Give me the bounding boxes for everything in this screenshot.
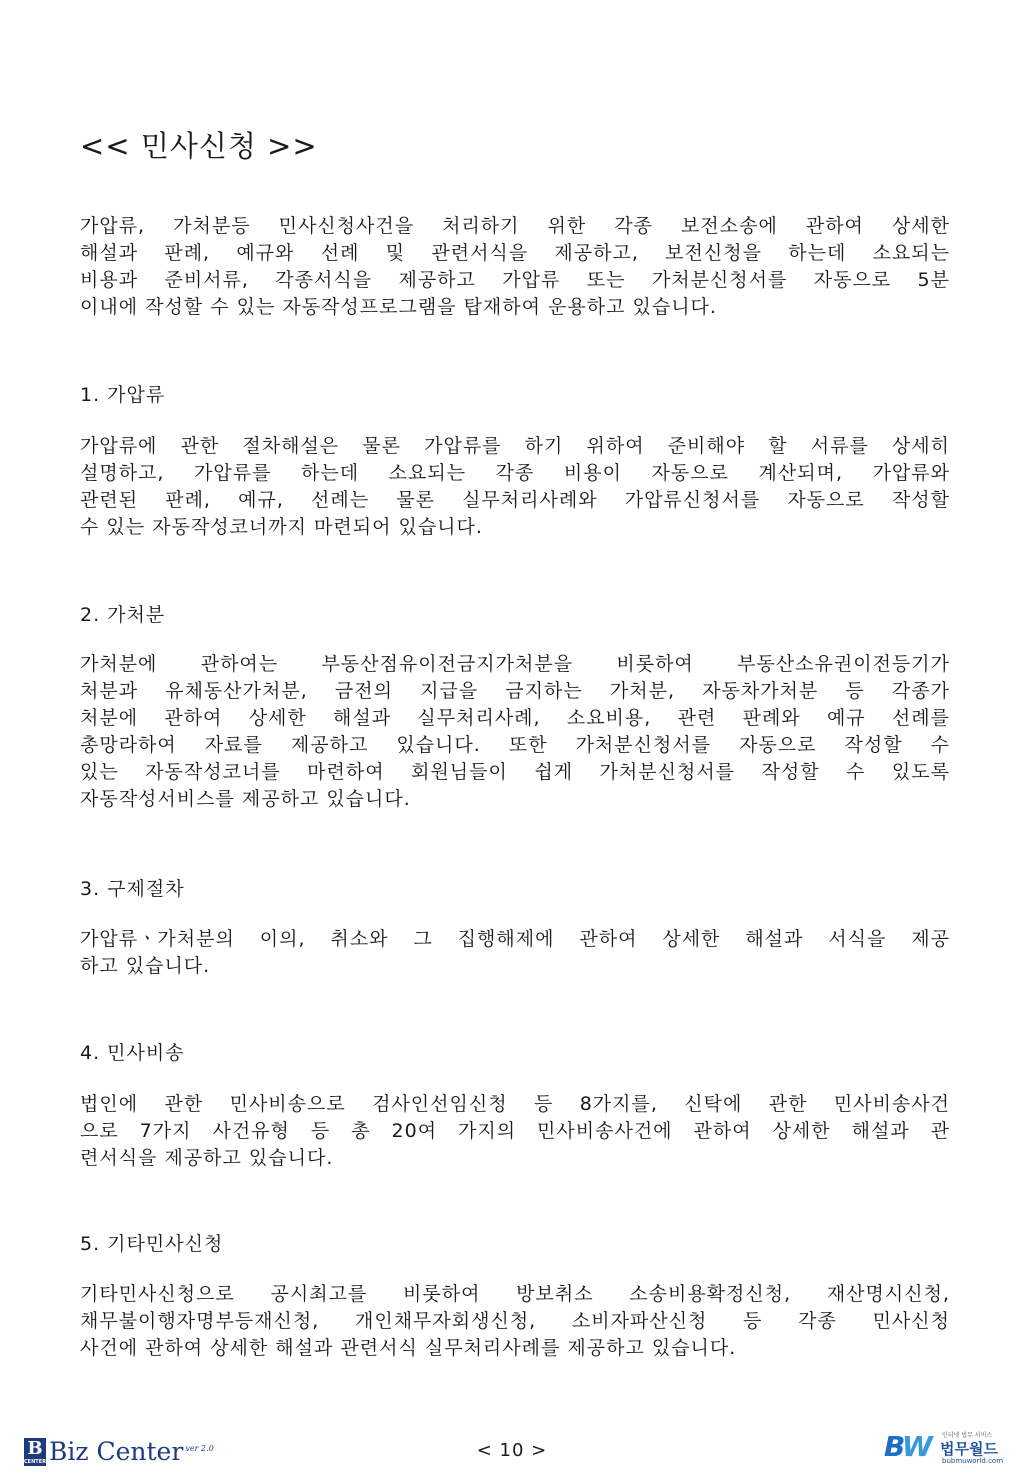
- body-line: 련서식을 제공하고 있습니다.: [80, 1147, 334, 1169]
- bubmuworld-logo-url: bubmuworld.com: [942, 1457, 1004, 1465]
- page-number: < 10 >: [476, 1440, 548, 1461]
- body-line: 가압류ㆍ가처분의 이의, 취소와 그 집행해제에 관하여 상세한 해설과 서식을 제공: [80, 928, 950, 950]
- intro-line: 비용과 준비서류, 각종서식을 제공하고 가압류 또는 가처분신청서를 자동으로 5분: [80, 269, 950, 291]
- body-line: 하고 있습니다.: [80, 955, 211, 977]
- section-heading-3: 3. 구제절차: [80, 878, 185, 900]
- intro-line: 이내에 작성할 수 있는 자동작성프로그램을 탑재하여 운용하고 있습니다.: [80, 296, 717, 318]
- body-line: 있는 자동작성코너를 마련하여 회원님들이 쉽게 가처분신청서를 작성할 수 있도록: [80, 761, 950, 783]
- body-line: 설명하고, 가압류를 하는데 소요되는 각종 비용이 자동으로 계산되며, 가압류와: [80, 462, 950, 484]
- body-line: 자동작성서비스를 제공하고 있습니다.: [80, 788, 411, 810]
- body-line: 수 있는 자동작성코너까지 마련되어 있습니다.: [80, 516, 483, 538]
- body-line: 기타민사신청으로 공시최고를 비롯하여 방보취소 소송비용확정신청, 재산명시신청,: [80, 1283, 950, 1305]
- section-body-4: [80, 1091, 950, 1172]
- section-body-5: [80, 1281, 950, 1362]
- bubmuworld-logo: [884, 1428, 1008, 1468]
- section-heading-5: 5. 기타민사신청: [80, 1233, 224, 1255]
- biz-center-logo-name: Biz Center: [49, 1437, 184, 1466]
- section-body-2: [80, 651, 950, 813]
- intro-line: 해설과 판례, 예규와 선례 및 관련서식을 제공하고, 보전신청을 하는데 소요되는: [80, 242, 950, 264]
- section-heading-4: 4. 민사비송: [80, 1042, 185, 1064]
- section-body-3: [80, 926, 950, 980]
- bubmuworld-logo-tagline: 인터넷 법무 서비스: [942, 1432, 993, 1439]
- body-line: 관련된 판례, 예규, 선례는 물론 실무처리사례와 가압류신청서를 자동으로 작성할: [80, 489, 950, 511]
- body-line: 가처분에 관하여는 부동산점유이전금지가처분을 비롯하여 부동산소유권이전등기가: [80, 653, 950, 675]
- body-line: 사건에 관하여 상세한 해설과 관련서식 실무처리사례를 제공하고 있습니다.: [80, 1337, 737, 1359]
- biz-center-logo-mark: B CENTER: [24, 1438, 46, 1465]
- section-heading-1: 1. 가압류: [80, 384, 166, 406]
- body-line: 처분과 유체동산가처분, 금전의 지급을 금지하는 가처분, 자동차가처분 등 각종가: [80, 680, 950, 702]
- body-line: 처분에 관하여 상세한 해설과 실무처리사례, 소요비용, 관련 판례와 예규 선례를: [80, 707, 950, 729]
- section-heading-2: 2. 가처분: [80, 604, 166, 626]
- body-line: 으로 7가지 사건유형 등 총 20여 가지의 민사비송사건에 관하여 상세한 해설과 관: [80, 1120, 950, 1142]
- section-body-1: [80, 433, 950, 541]
- intro-paragraph: [80, 213, 950, 321]
- body-line: 채무불이행자명부등재신청, 개인채무자회생신청, 소비자파산신청 등 각종 민사신청: [80, 1310, 950, 1332]
- page-title: << 민사신청 >>: [80, 129, 318, 163]
- bubmuworld-logo-name: 법무월드: [940, 1440, 998, 1458]
- intro-line: 가압류, 가처분등 민사신청사건을 처리하기 위한 각종 보전소송에 관하여 상세한: [80, 215, 950, 237]
- body-line: 총망라하여 자료를 제공하고 있습니다. 또한 가처분신청서를 자동으로 작성할 수: [80, 734, 950, 756]
- body-line: 가압류에 관한 절차해설은 물론 가압류를 하기 위하여 준비해야 할 서류를 상세히: [80, 435, 950, 457]
- bubmuworld-logo-mark: BW: [884, 1430, 931, 1463]
- body-line: 법인에 관한 민사비송으로 검사인선임신청 등 8가지를, 신탁에 관한 민사비송사건: [80, 1093, 950, 1115]
- biz-center-logo-version: ver 2.0: [185, 1444, 214, 1453]
